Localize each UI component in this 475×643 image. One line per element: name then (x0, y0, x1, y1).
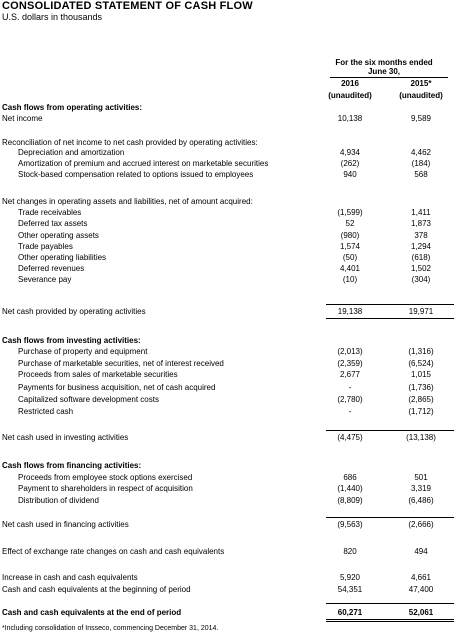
table-row: Amortization of premium and accrued interest on marketable securities (262) (184) (18, 159, 431, 168)
table-row: Other operating liabilities (50) (618) (18, 253, 431, 262)
col1-status: (unaudited) (328, 91, 372, 100)
row-net-changes-heading: Net changes in operating assets and liabilities, net of amount acquired: (2, 197, 253, 206)
subtotal-rule-top (326, 304, 454, 305)
row-cash-end: Cash and cash equivalents at the end of period 60,271 52,061 (2, 608, 434, 617)
table-row: Payment to shareholders in respect of acquisition (1,440) 3,319 (18, 484, 432, 493)
table-row: Deferred revenues 4,401 1,502 (18, 264, 432, 273)
table-row: Capitalized software development costs (2,780) (2,865) (18, 395, 434, 404)
row-net-cash-financing: Net cash used in financing activities (9,563) (2,666) (2, 520, 434, 529)
col1-year: 2016 (341, 79, 359, 88)
subtotal-rule-top (326, 603, 454, 604)
footnote: *Including consolidation of Insseco, commencing December 31, 2014. (2, 625, 219, 632)
period-header-line1: For the six months ended (335, 58, 433, 67)
total-double-rule-2 (326, 621, 454, 622)
period-header-rule (330, 77, 448, 78)
row-net-income: Net income 10,138 9,589 (2, 114, 432, 123)
table-row: Severance pay (10) (304) (18, 275, 431, 284)
table-row: Proceeds from employee stock options exercised 686 501 (18, 473, 428, 482)
table-row: Proceeds from sales of marketable securities 2,677 1,015 (18, 370, 432, 379)
section-heading-investing: Cash flows from investing activities: (2, 336, 141, 345)
currency-note: U.S. dollars in thousands (2, 12, 103, 22)
subtotal-rule-top (326, 517, 454, 518)
col2-year: 2015* (410, 79, 432, 88)
table-row: Payments for business acquisition, net of cash acquired - (1,736) (18, 383, 434, 392)
table-row: Distribution of dividend (8,809) (6,486) (18, 496, 434, 505)
table-row: Purchase of property and equipment (2,013) (1,316) (18, 347, 434, 356)
subtotal-rule-top (326, 430, 454, 431)
table-row: Deferred tax assets 52 1,873 (18, 219, 432, 228)
table-row: Stock-based compensation related to options issued to employees 940 568 (18, 170, 428, 179)
row-cash-beginning: Cash and cash equivalents at the beginning of period 54,351 47,400 (2, 585, 434, 594)
row-increase-in-cash: Increase in cash and cash equivalents 5,920 4,661 (2, 573, 432, 582)
section-heading-financing: Cash flows from financing activities: (2, 461, 142, 470)
statement-title: CONSOLIDATED STATEMENT OF CASH FLOW (2, 0, 253, 12)
table-row: Depreciation and amortization 4,934 4,462 (18, 148, 432, 157)
table-row: Trade receivables (1,599) 1,411 (18, 208, 431, 217)
section-heading-operating: Cash flows from operating activities: (2, 103, 143, 112)
subtotal-rule-bottom (326, 318, 454, 319)
row-exchange-rate-effect: Effect of exchange rate changes on cash and cash equivalents 820 494 (2, 547, 428, 556)
period-header-line2: June 30, (367, 67, 400, 76)
row-net-cash-operating: Net cash provided by operating activities 19,138 19,971 (2, 307, 434, 316)
total-double-rule-1 (326, 619, 454, 620)
row-reconciliation-heading: Reconciliation of net income to net cash provided by operating activities: (2, 138, 258, 147)
row-net-cash-investing: Net cash used in investing activities (4,475) (13,138) (2, 433, 436, 442)
table-row: Other operating assets (980) 378 (18, 231, 428, 240)
table-row: Trade payables 1,574 1,294 (18, 242, 432, 251)
col2-status: (unaudited) (399, 91, 443, 100)
table-row: Purchase of marketable securities, net of interest received (2,359) (6,524) (18, 359, 434, 368)
table-row: Restricted cash - (1,712) (18, 407, 434, 416)
